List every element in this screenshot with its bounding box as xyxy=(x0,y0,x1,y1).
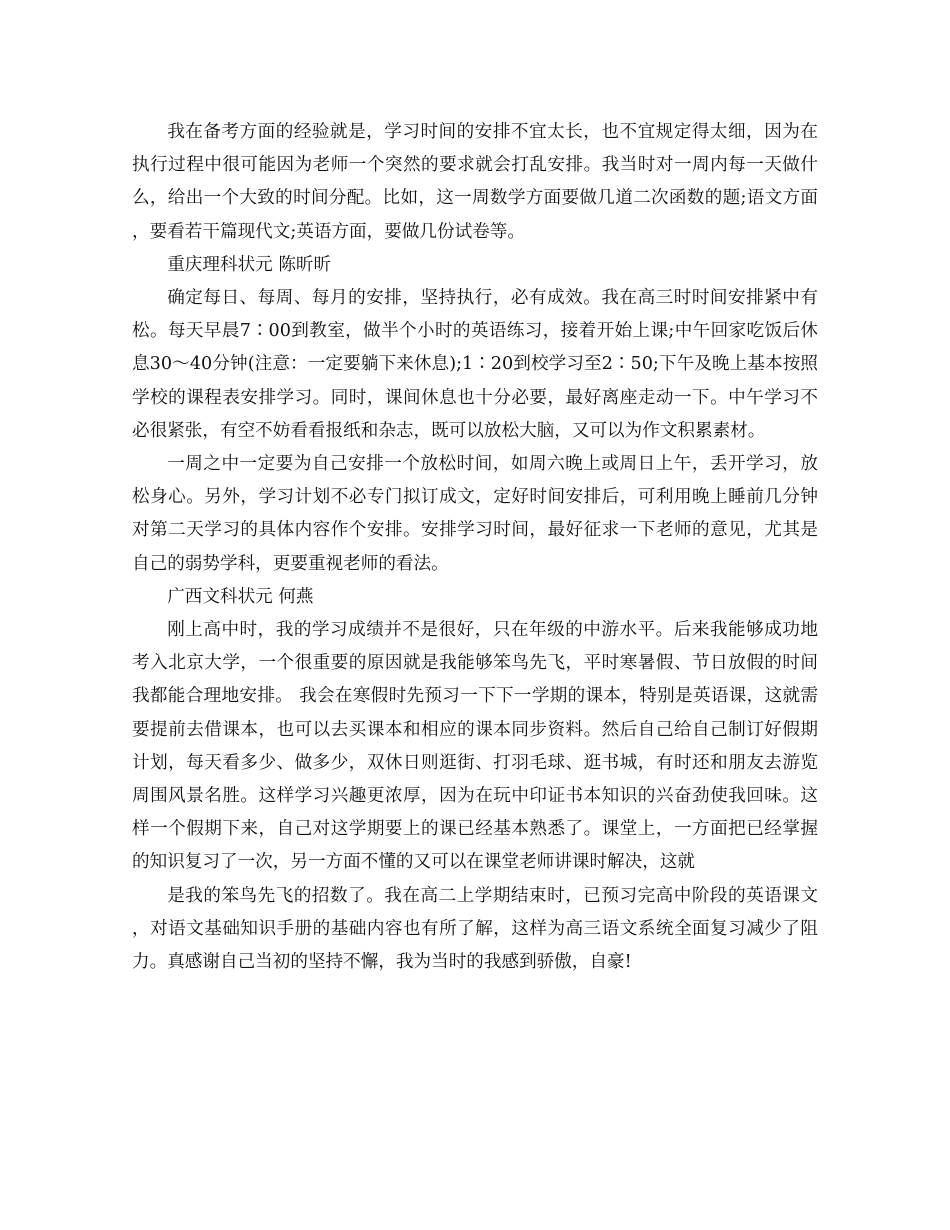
document-page xyxy=(132,116,818,979)
paragraph-daily-weekly-plan: 确定每日、每周、每月的安排，坚持执行，必有成效。我在高三时时间安排紧中有松。每天早晨7∶00到教室，做半个小时的英语练习，接着开始上课;中午回家吃饭后休息30～40分钟(注意：一定要躺下来休息);1∶20到校学习至2∶50;下午及晚上基本按照学校的课程表安排学习。同时，课间休息也十分必要，最好离座走动一下。中午学习不必很紧张，有空不妨看看报纸和杂志，既可以放松大脑，又可以为作文积累素材。 xyxy=(132,288,818,441)
paragraph-weekly-rest: 一周之中一定要为自己安排一个放松时间，如周六晚上或周日上午，丢开学习，放松身心。另外，学习计划不必专门拟订成文，定好时间安排后，可利用晚上睡前几分钟对第二天学习的具体内容作个安排。安排学习时间，最好征求一下老师的意见，尤其是自己的弱势学科，更要重视老师的看法。 xyxy=(132,454,818,574)
paragraph-conclusion: 是我的笨鸟先飞的招数了。我在高二上学期结束时，已预习完高中阶段的英语课文，对语文基础知识手册的基础内容也有所了解，这样为高三语文系统全面复习减少了阻力。真感谢自己当初的坚持不懈，我为当时的我感到骄傲，自豪! xyxy=(132,885,818,973)
byline-guangxi-arts-top-scorer: 广西文科状元 何燕 xyxy=(167,586,314,607)
paragraph-study-schedule-advice: 我在备考方面的经验就是，学习时间的安排不宜太长，也不宜规定得太细，因为在执行过程中很可能因为老师一个突然的要求就会打乱安排。我当时对一周内每一天做什么，给出一个大致的时间分配。比如，这一周数学方面要做几道二次函数的题;语文方面，要看若干篇现代文;英语方面，要做几份试卷等。 xyxy=(132,122,818,242)
paragraph-early-preparation: 刚上高中时，我的学习成绩并不是很好，只在年级的中游水平。后来我能够成功地考入北京大学，一个很重要的原因就是我能够笨鸟先飞，平时寒暑假、节日放假的时间我都能合理地安排。 我会在寒假时先预习一下下一学期的课本，特别是英语课，这就需要提前去借课本，也可以去买课本和相应的课本同步资料。然后自己给自己制订好假期计划，每天看多少、做多少，双休日则逛街、打羽毛球、逛书城，有时还和朋友去游览周围风景名胜。这样学习兴趣更浓厚，因为在玩中印证书本知识的兴奋劲使我回味。这样一个假期下来，自己对这学期要上的课已经基本熟悉了。课堂上，一方面把已经掌握的知识复习了一次，另一方面不懂的又可以在课堂老师讲课时解决，这就 xyxy=(132,620,818,873)
byline-chongqing-science-top-scorer: 重庆理科状元 陈昕昕 xyxy=(167,254,332,275)
